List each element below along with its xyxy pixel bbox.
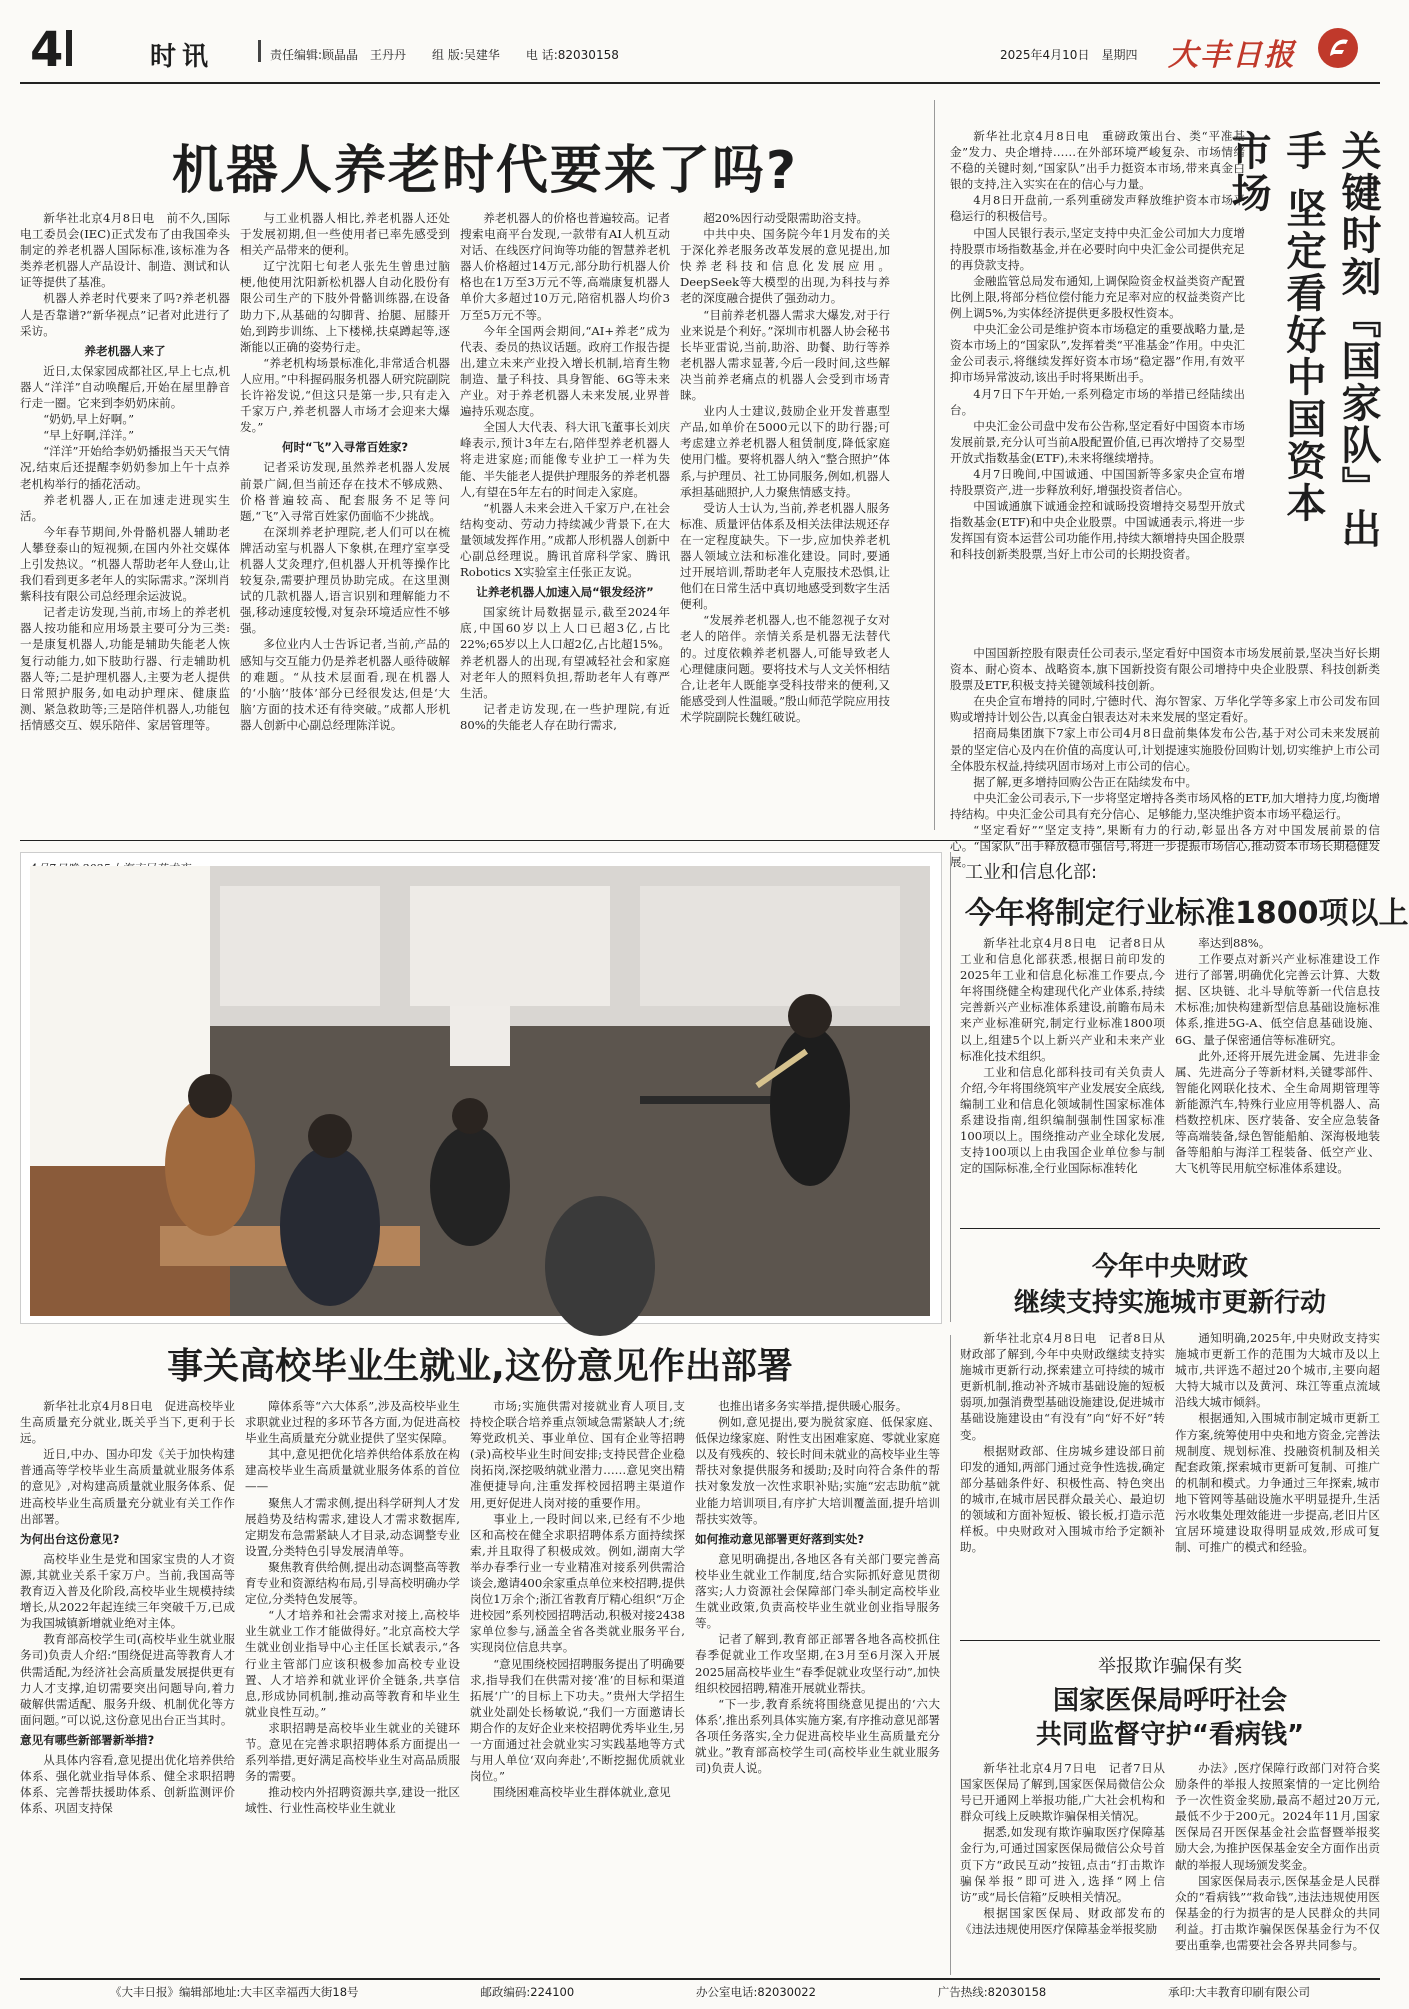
paragraph: 招商局集团旗下7家上市公司4月8日盘前集体发布公告,基于对公司未来发展前景的坚定信心及内在价值的高度认可,计划提速实施股份回购计划,切实维护上市公司全体股东权益,持续巩固市场对上市公司的信心。 [950,726,1380,773]
headline-medical-insurance-1: 国家医保局呼吁社会 [1052,1686,1287,1716]
paragraph: 事业上,一段时间以来,已经有不少地区和高校在健全求职招聘体系方面持续探索,并且取得了积极成效。例如,湖南大学举办春季行业一专业精准对接系列供需洽谈会,邀请400余家重点单位来校招聘,提供岗位1万余个;浙江省教育厅精心组织“万企进校园”系列校园招聘活动,积极对接2438家单位参与,涵盖全省各类就业服务平台,实现岗位信息共享。 [470,1511,686,1655]
article1-col2 [240,210,450,732]
subhead: 让养老机器人加速入局“银发经济” [476,585,654,600]
article1-col3 [460,210,670,732]
paragraph: 记者采访发现,虽然养老机器人发展前景广阔,但当前还存在技术不够成熟、价格普遍较高、配套服务不足等问题,“飞”入寻常百姓家仍面临不少挑战。 [240,460,450,523]
paragraph: 近日,太保家园成都社区,早上七点,机器人“洋洋”自动唤醒后,开始在屋里静音行走一圈。它来到李奶奶床前。 [20,363,230,411]
paragraph: 国家统计局数据显示,截至2024年底,中国60岁以上人口已超3亿,占比22%;65岁以上人口超2亿,占比超15%。养老机器人的出现,有望减轻社会和家庭对老年人的照料负担,帮助老年人有尊严生活。 [460,605,670,700]
article4-col2 [1175,1330,1380,1630]
paragraph: 在央企宣布增持的同时,宁德时代、海尔智家、万华化学等多家上市公司发布回购或增持计划公告,以真金白银表达对未来发展的坚定看好。 [950,694,1380,725]
paragraph: 从具体内容看,意见提出优化培养供给体系、强化就业指导体系、健全求职招聘体系、完善帮扶援助体系、创新监测评价体系、巩固支持保 [20,1752,235,1816]
paragraph: 中央汇金公司是维护资本市场稳定的重要战略力量,是资本市场上的“国家队”,发挥着类“平准基金”作用。中央汇金公司表示,将继续发挥好资本市场“稳定器”作用,有效平抑市场异常波动,该出手时将果断出手。 [950,322,1245,385]
article6-col1 [20,1398,235,1973]
paragraph: 障体系等“六大体系”,涉及高校毕业生求职就业过程的多环节各方面,为促进高校毕业生高质量充分就业提供了坚实保障。 [245,1399,460,1446]
paragraph: 教育部高校学生司(高校毕业生就业服务司)负责人介绍:“围绕促进高等教育人才供需适配,为经济社会高质量发展提供更有力人才支撑,迫切需要突出问题导向,着力破解供需适配、服务升级、机制优化等方面问题。”可以说,这份意见出台正当其时。 [20,1632,235,1727]
paragraph: 4月7日下午开始,一系列稳定市场的举措已经陆续出台。 [950,386,1245,417]
article5-col2 [1175,1760,1380,1970]
paragraph: 受访人士认为,当前,养老机器人服务标准、质量评估体系及相关法律法规还存在一定程度缺失。下一步,应加快养老机器人领域立法和标准化建设。同时,要通过开展培训,帮助老年人克服技术恐惧,让他们在日常生活中真切地感受到数字生活便利。 [680,500,890,612]
paper-logo-text: 大丰日报 [1168,38,1296,73]
paragraph: 多位业内人士告诉记者,当前,产品的感知与交互能力仍是养老机器人亟待破解的难题。“从技术层面看,现在机器人的‘小脑’‘肢体’部分已经很发达,但是‘大脑’方面的技术还有待突破。”成都人形机器人创新中心副总经理陈洋说。 [240,637,450,732]
paragraph: 新华社北京4月8日电 前不久,国际电工委员会(IEC)正式发布了由我国牵头制定的养老机器人国际标准,该标准为各类养老机器人产品设计、制造、测试和认证等提供了基准。 [20,211,230,290]
paragraph: 高校毕业生是党和国家宝贵的人才资源,其就业关系千家万户。当前,我国高等教育迈入普及化阶段,高校毕业生规模持续增长,从2022年起连续三年突破千万,已成为我国城镇新增就业绝对主体。 [20,1551,235,1631]
paragraph: 养老机器人,正在加速走进现实生活。 [20,492,230,523]
headline-national-team: 关键时刻『国家队』出手 坚定看好中国资本市场 [1225,130,1381,550]
paragraph: 通知明确,2025年,中央财政支持实施城市更新工作的范围为大城市及以上城市,共评选不超过20个城市,主要向超大特大城市以及黄河、珠江等重点流域沿线大城市倾斜。 [1175,1331,1380,1410]
paragraph: 围绕困难高校毕业生群体就业,意见 [493,1785,671,1800]
paragraph: 辽宁沈阳七旬老人张先生曾患过脑梗,他使用沈阳新松机器人自动化股份有限公司生产的下肢外骨骼训练器,在设备助力下,从基础的勾脚背、抬腿、屈膝开始,到跨步训练、上下楼梯,扶桌蹲起等,逐渐能以正确的姿势行走。 [240,259,450,354]
headline-industry-standards: 今年将制定行业标准1800项以上 [965,896,1409,931]
paragraph: “发展养老机器人,也不能忽视子女对老人的陪伴。亲情关系是机器无法替代的。过度依赖养老机器人,可能导致老人心理健康问题。要将技术与人文关怀相结合,让老年人既能享受科技带来的便利,又能感受到人性温暖。”殷山师范学院应用技术学院副院长魏红破说。 [680,613,890,724]
paragraph: 据悉,如发现有欺诈骗取医疗保障基金行为,可通过国家医保局微信公众号首页下方“政民互动”按钮,点击“打击欺诈骗保举报”即可进入,选择“网上信访”或“局长信箱”反映相关情况。 [960,1825,1165,1904]
paragraph: 今年全国两会期间,“AI+养老”成为代表、委员的热议话题。政府工作报告提出,建立未来产业投入增长机制,培育生物制造、量子科技、具身智能、6G等未来产业。对于养老机器人未来发展,业界普遍持乐观态度。 [460,323,670,419]
paragraph: 工作要点对新兴产业标准建设工作进行了部署,明确优化完善云计算、大数据、区块链、北斗导航等新一代信息技术标准;加快构建新型信息基础设施标准体系,推进5G-A、低空信息基础设施、6G、量子保密通信等标准研究。 [1175,952,1380,1047]
paragraph: 机器人养老时代要来了吗?养老机器人是否靠谱?“新华视点”记者对此进行了采访。 [20,291,230,338]
paragraph: 意见明确提出,各地区各有关部门要完善高校毕业生就业工作制度,结合实际抓好意见贯彻落实;人力资源社会保障部门牵头制定高校毕业生就业政策,负责高校毕业生就业创业指导服务等。 [695,1551,940,1631]
headline-robot-elderly: 机器人养老时代要来了吗? [171,141,799,201]
issue-date: 2025年4月10日 星期四 [1000,48,1138,62]
paragraph: “机器人未来会进入千家万户,在社会结构变动、劳动力持续减少背景下,在大量领域发挥作用。”成都人形机器人创新中心副总经理说。腾讯首席科学家、腾讯Robotics X实验室主任张正友说。 [460,500,670,580]
paragraph: “坚定看好”“坚定支持”,果断有力的行动,彰显出各方对中国发展前景的信心。“国家队”出手释放稳市强信号,将进一步提振市场信心,推动资本市场长期稳健发展。 [950,823,1380,870]
paragraph: “目前养老机器人需求大爆发,对于行业来说是个利好。”深圳市机器人协会秘书长毕亚雷说,当前,助浴、助餐、助行等养老机器人需求显著,今后一段时间,这些解决当前养老痛点的机器人会受到市场青睐。 [680,307,890,403]
paragraph: 4月7日晚间,中国诚通、中国国新等多家央企宣布增持股票资产,进一步释放利好,增强投资者信心。 [950,466,1245,498]
footer-ad-phone: 广告热线:82030158 [937,1985,1047,1999]
kicker-fraud-report: 举报欺诈骗保有奖 [1098,1656,1242,1677]
paragraph: 也推出诸多务实举措,提供暖心服务。 [718,1399,908,1413]
paragraph: “人才培养和社会需求对接上,高校毕业生就业工作才能做得好。”北京高校大学生就业创业指导中心主任匡长斌表示,“各行业主管部门应该积极参加高校专业设置、人才培养和就业评价全链条,共享信息,形成协同机制,推动高等教育和毕业生就业良性互动。” [245,1608,460,1719]
paragraph: 其中,意见把优化培养供给体系放在构建高校毕业生高质量就业服务体系的首位—— [245,1447,460,1494]
paragraph: 根据通知,入围城市制定城市更新工作方案,统筹使用中央和地方资金,完善法规制度、规划标准、投融资机制及相关配套政策,探索城市更新可复制、可推广的机制和模式。力争通过三年探索,城市地下管网等基础设施水平明显提升,生活污水收集处理效能进一步提高,老旧片区宜居环境建设取得明显成效,形成可复制、可推广的模式和经验。 [1175,1411,1380,1555]
paragraph: 中国国新控股有限责任公司表示,坚定看好中国资本市场发展前景,坚决当好长期资本、耐心资本、战略资本,旗下国新投资有限公司增持中央企业股票、科技创新类股票及ETF,积极支持关键领域科技创新。 [950,646,1380,693]
paragraph: 据了解,更多增持回购公告正在陆续发布中。 [973,774,1198,789]
paragraph: 全国人大代表、科大讯飞董事长刘庆峰表示,预计3年左右,陪伴型养老机器人将走进家庭;而能像专业护工一样为失能、半失能老人提供护理服务的养老机器人,有望在5年左右的时间走入家庭。 [460,420,670,499]
paper-logo-icon [1318,28,1358,68]
paragraph: 率达到88%。 [1198,936,1271,950]
headline-medical-insurance-2: 共同监督守护“看病钱” [1035,1720,1305,1750]
paragraph: 根据财政部、住房城乡建设部日前印发的通知,两部门通过竞争性选拔,确定部分基础条件好、积极性高、特色突出的城市,在城市居民群众最关心、最迫切的领域和方面补短板、锻长板,打造示范样板。中央财政对入围城市给予定额补助。 [960,1443,1165,1555]
paragraph: 中国诚通旗下诚通金控和诚旸投资增持交易型开放式指数基金(ETF)和中央企业股票。中国诚通表示,将进一步发挥国有资本运营公司功能作用,持续大额增持央国企股票和科技创新类股票,当好上市公司的长期投资者。 [950,499,1245,562]
article6-col3 [470,1398,685,1973]
paragraph: 与工业机器人相比,养老机器人还处于发展初期,但一些使用者已率先感受到相关产品带来的便利。 [240,211,450,258]
paragraph: 此外,还将开展先进金属、先进非金属、先进高分子等新材料,关键零部件、智能化网联化技术、全生命周期管理等新能源汽车,特殊行业应用等机器人、高档数控机床、医疗装备、安全应急装备等高端装备,绿色智能船舶、深海极地装备等船舶与海洋工程装备、低空产业、大飞机等民用航空标准体系建设。 [1175,1048,1380,1176]
paragraph: 聚焦人才需求侧,提出科学研判人才发展趋势及结构需求,建设人才需求数据库,定期发布急需紧缺人才目录,动态调整专业设置,分类特色引导发展清单等。 [245,1495,460,1558]
footer [110,1984,1310,2000]
paragraph: 推动校内外招聘资源共享,建设一批区域性、行业性高校毕业生就业 [245,1785,460,1816]
paragraph: 聚焦教育供给侧,提出动态调整高等教育专业和资源结构布局,引导高校明确办学定位,分类特色发展等。 [245,1559,460,1607]
footer-printer: 承印:大丰教育印刷有限公司 [1168,1985,1310,1999]
article2-body-wide [950,645,1380,870]
paragraph: 求职招聘是高校毕业生就业的关键环节。意见在完善求职招聘体系方面提出一系列举措,更好满足高校毕业生对高品质服务的需要。 [245,1720,460,1784]
article4-col1 [960,1330,1165,1630]
article5-col1 [960,1760,1165,1970]
paragraph: 记者走访发现,当前,市场上的养老机器人按功能和应用场景主要可分为三类:一是康复机器人,功能是辅助失能老人恢复行动能力,如下肢助行器、行走辅助机器人等;二是护理机器人,主要为老人提供日常照护服务,如电动护理床、健康监测、紧急救助等;三是陪伴机器人,功能包括情感交互、娱乐陪伴、家居管理等。 [20,605,230,732]
subhead: 为何出台这份意见? [20,1531,120,1546]
paragraph: 金融监管总局发布通知,上调保险资金权益类资产配置比例上限,将部分档位偿付能力充足率对应的权益类资产比例上调5%,为实体经济提供更多股权性资本。 [950,273,1245,321]
subhead: 意见有哪些新部署新举措? [20,1732,155,1747]
article1-col4 [680,210,890,724]
headline-graduate-employment: 事关高校毕业生就业,这份意见作出部署 [167,1346,793,1387]
paragraph: 新华社北京4月8日电 促进高校毕业生高质量充分就业,既关乎当下,更利于长远。 [20,1399,235,1446]
subhead: 养老机器人来了 [84,343,166,358]
article3-col2 [1175,935,1380,1220]
paragraph: 4月8日开盘前,一系列重磅发声释放维护资本市场平稳运行的积极信号。 [950,193,1245,224]
paragraph: 例如,意见提出,要为脱贫家庭、低保家庭、低保边缘家庭、附性支出困难家庭、零就业家庭以及有残疾的、较长时间未就业的高校毕业生等帮扶对象提供服务和援助;及时向符合条件的帮扶对象发放一次性求职补贴;实施“宏志助航”就业能力培训项目,有序扩大培训覆盖面,提升培训帮扶实效等。 [695,1415,940,1526]
phone-credit: 电 话:82030158 [525,48,619,62]
paragraph: 新华社北京4月7日电 记者7日从国家医保局了解到,国家医保局微信公众号已开通网上举报功能,广大社会机构和群众可线上反映欺诈骗保相关情况。 [960,1761,1165,1824]
paragraph: 今年春节期间,外骨骼机器人辅助老人攀登泰山的短视频,在国内外社交媒体上引发热议。“机器人帮助老年人登山,让我们看到更多老年人的实际需求。”深圳肖紫科技有限公司总经理余运波说。 [20,524,230,604]
paragraph: 记者了解到,教育部正部署各地各高校抓住春季促就业工作攻坚期,在3月至6月深入开展2025届高校毕业生“春季促就业攻坚行动”,加快组织校园招聘,精准开展就业帮扶。 [695,1632,940,1695]
paragraph: “意见围绕校园招聘服务提出了明确要求,指导我们在供需对接‘准’的目标和渠道拓展‘广’的目标上下功夫。”贵州大学招生就业处副处长杨敏说,“我们一方面邀请长期合作的友好企业来校招聘优秀毕业生,另一方面通过社会就业实习实践基地等方式与用人单位‘双向奔赴’,不断挖掘优质就业岗位。” [470,1656,685,1784]
editor-credit: 责任编辑:顾晶晶 王丹丹 [270,48,407,62]
paragraph: 根据国家医保局、财政部发布的《违法违规使用医疗保障基金举报奖励 [960,1905,1165,1936]
paragraph: 近日,中办、国办印发《关于加快构建普通高等学校毕业生高质量就业服务体系的意见》,对构建高质量就业服务体系、促进高校毕业生高质量充分就业有关工作作出部署。 [20,1447,235,1526]
layout-credit: 组 版:吴建华 [432,48,500,62]
paragraph: 超20%因行动受限需助浴支持。 [703,211,869,225]
paragraph: 中央汇金公司盘中发布公告称,坚定看好中国资本市场发展前景,充分认可当前A股配置价值,已再次增持了交易型开放式指数基金(ETF),未来将继续增持。 [950,418,1245,465]
paragraph: 养老机器人的价格也普遍较高。记者搜索电商平台发现,一款带有AI人机互动对话、在线医疗问询等功能的智慧养老机器人价格超过14万元,部分助行机器人价格也在1万至3万元不等,高端康复机器人单价大多超过10万元,陪宿机器人均价3万至5万元不等。 [460,211,670,322]
headline-urban-renewal-1: 今年中央财政 [1091,1252,1248,1282]
paragraph: “养老机构场景标准化,非常适合机器人应用。”中科握码服务机器人研究院副院长许裕发说,“但这只是第一步,只有走入千家万户,养老机器人市场才会迎来大爆发。” [240,355,450,435]
paragraph: 业内人士建议,鼓励企业开发普惠型产品,如单价在5000元以下的助行器;可考虑建立养老机器人租赁制度,降低家庭使用门槛。要将机器人纳入“整合照护”体系,与护理员、社工协同服务,例如,机器人承担基础照护,人力聚焦情感支持。 [680,404,890,499]
paragraph: 记者走访发现,在一些护理院,有近80%的失能老人存在助行需求, [460,701,670,732]
article6-col4 [695,1398,940,1973]
paragraph: “下一步,教育系统将围绕意见提出的‘六大体系’,推出系列具体实施方案,有序推动意见部署各项任务落实,全力促进高校毕业生高质量充分就业。”教育部高校学生司(高校毕业生就业服务司)负责人说。 [695,1696,940,1776]
article6-col2 [245,1398,460,1973]
paragraph: 中国人民银行表示,坚定支持中央汇金公司加大力度增持股票市场指数基金,并在必要时向中央汇金公司提供充足的再贷款支持。 [950,225,1245,272]
footer-postcode: 邮政编码:224100 [480,1985,575,1999]
paragraph: “洋洋”开始给李奶奶播报当天天气情况,结束后还提醒李奶奶参加上午十点养老机构举行的插花活动。 [20,444,230,491]
footer-address: 《大丰日报》编辑部地址:大丰区幸福西大街18号 [110,1985,359,1999]
article3-col1 [960,935,1165,1220]
paragraph: 工业和信息化部科技司有关负责人介绍,今年将围绕筑牢产业发展安全底线,编制工业和信息化领域制性国家标准体系建设指南,组织编制强制性国家标准100项以上。围绕推动产业全球化发展,支持100项以上由我国企业单位参与制定的国际标准,全行业国际标准转化 [960,1064,1165,1176]
page-number: 4 [30,22,64,78]
photo-concert-image [30,866,930,1316]
subhead: 何时“飞”入寻常百姓家? [281,440,409,455]
paragraph: 国家医保局表示,医保基金是人民群众的“看病钱”“救命钱”,违法违规使用医保基金的行为损害的是人民群众的共同利益。打击欺诈骗保医保基金行为不仅要出重拳,也需要社会各界共同参与。 [1175,1873,1380,1953]
subhead: 如何推动意见部署更好落到实处? [695,1531,865,1546]
paragraph: 中共中央、国务院今年1月发布的关于深化养老服务改革发展的意见提出,加快养老科技和信息化发展应用。DeepSeek等大模型的出现,为科技与养老的深度融合提供了强劲动力。 [680,227,890,306]
paragraph: 新华社北京4月8日电 重磅政策出台、类“平准基金”发力、央企增持……在外部环境严峻复杂、市场情绪不稳的关键时刻,“国家队”出手力挺资本市场,带来真金白银的支持,注入实实在在的信心与力量。 [950,129,1245,192]
kicker-miit: 工业和信息化部: [965,862,1098,883]
article2-body [950,128,1245,638]
paragraph: 新华社北京4月8日电 记者8日从财政部了解到,今年中央财政继续支持实施城市更新行动,探索建立可持续的城市更新机制,推动补齐城市基础设施的短板弱项,加强消费型基础设施建设,促进城市基础设施建设由“有没有”向“好不好”转变。 [960,1331,1165,1442]
article1-col1 [20,210,230,732]
headline-urban-renewal-2: 继续支持实施城市更新行动 [1013,1288,1326,1318]
paragraph: 办法》,医疗保障行政部门对符合奖励条件的举报人按照案情的一定比例给予一次性资金奖励,最高不超过20万元,最低不少于200元。2024年11月,国家医保局召开医保基金社会监督暨举报奖励大会,为推护医保基金安全方面作出贡献的举报人现场颁发奖金。 [1175,1761,1380,1872]
paragraph: “早上好啊,洋洋。” [43,428,135,443]
paragraph: 在深圳养老护理院,老人们可以在梳牌活动室与机器人下象棋,在理疗室享受机器人艾灸理疗,但机器人开机等操作比较复杂,需要护理员协助完成。在这里测试的几款机器人,语言识别和理解能力不强,移动速度较慢,对复杂环境适应性不够强。 [240,524,450,636]
footer-office-phone: 办公室电话:82030022 [696,1985,816,1999]
masthead [0,0,1400,85]
paragraph: 中央汇金公司表示,下一步将坚定增持各类市场风格的ETF,加大增持力度,均衡增持结构。中央汇金公司具有充分信心、足够能力,坚决维护资本市场平稳运行。 [950,790,1380,821]
paragraph: 新华社北京4月8日电 记者8日从工业和信息化部获悉,根据日前印发的2025年工业和信息化标准工作要点,今年将围绕健全构建现代化产业体系,持续完善新兴产业标准体系建设,前瞻布局未来产业标准研究,制定行业标准1800项以上,组建5个以上新兴产业和未来产业标准化技术组织。 [960,936,1165,1063]
paragraph: 市场;实施供需对接就业育人项目,支持校企联合培养重点领域急需紧缺人才;统筹党政机关、事业单位、国有企业等招聘(录)高校毕业生时间安排;支持民营企业稳岗拓岗,深挖吸纳就业潜力……意见突出精准便捷导向,注重发挥校园招聘主渠道作用,更好促进人岗对接的重要作用。 [470,1399,685,1510]
section-title: 时讯 [150,42,215,72]
paragraph: “奶奶,早上好啊。” [43,412,135,427]
